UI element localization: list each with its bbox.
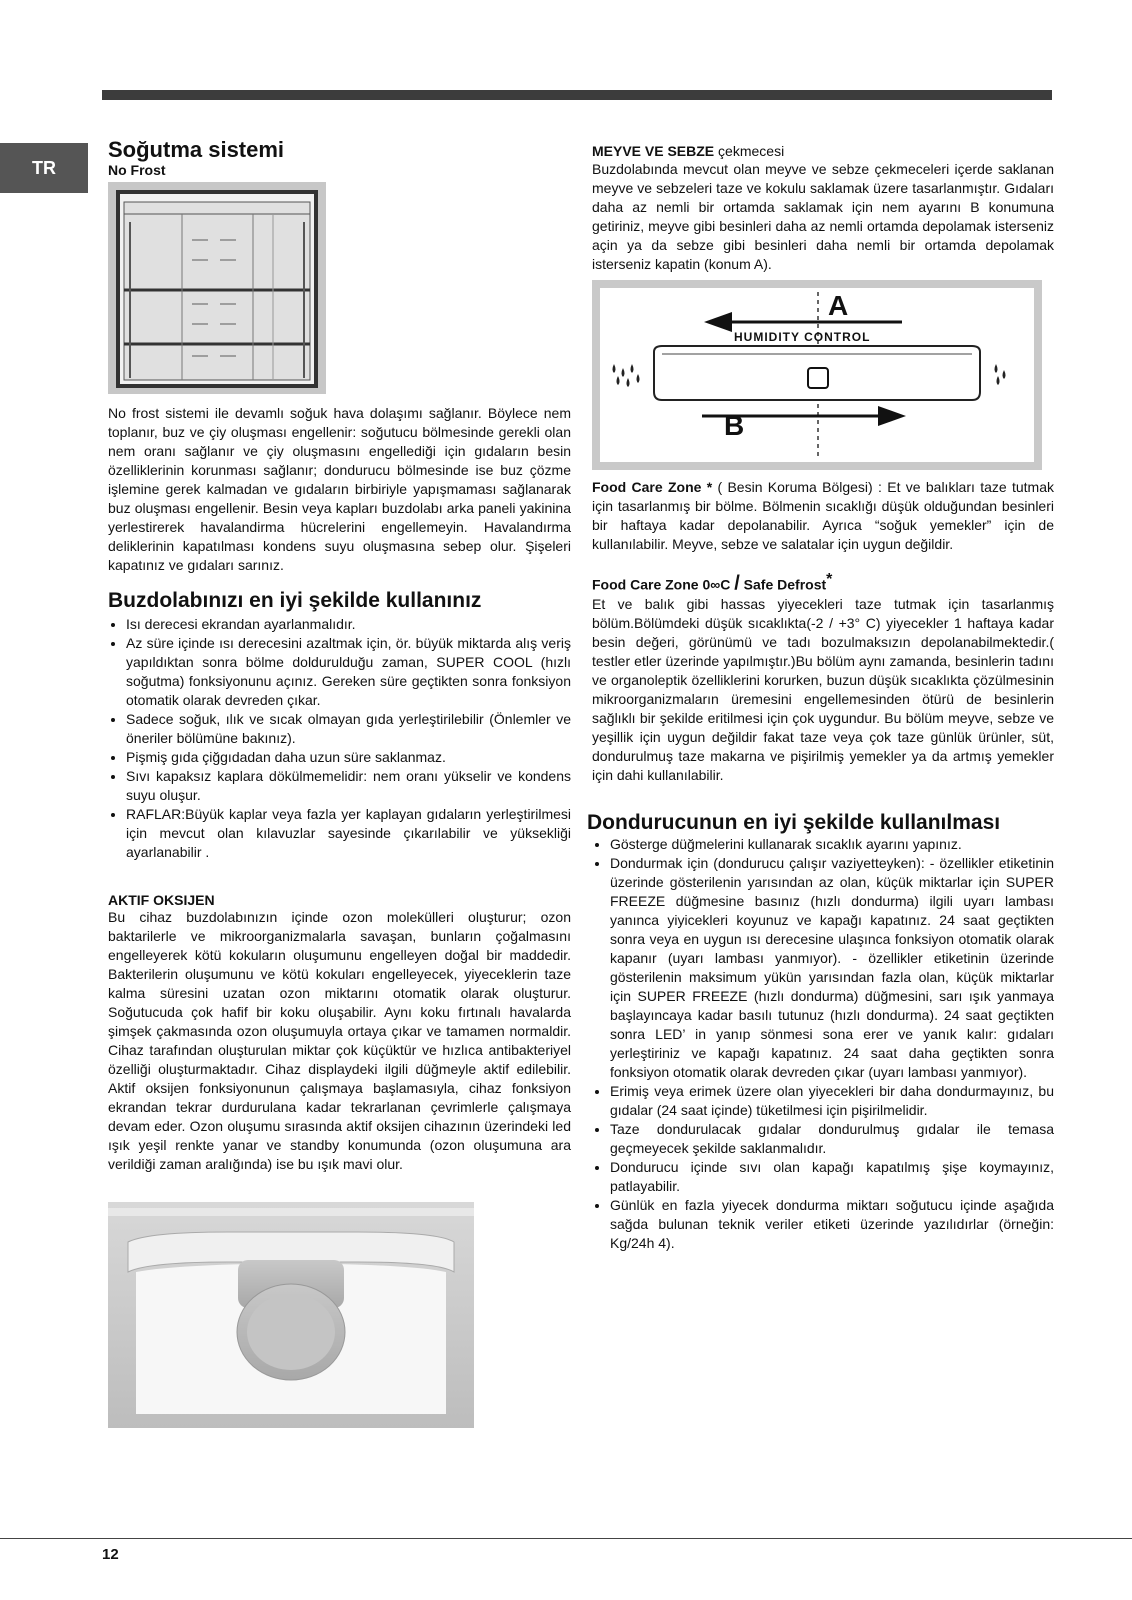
list-item: • Dondurmak için (dondurucu çalışır vaziyetteyken): - özellikler etiketinin üzerinde gösterilenin yarısından az olan, küçük miktarlar için SUPER FREEZE düğmesine basınız (hızlı dondurma) ilgili uyarı lambası yanınca yiyicekleri koyunuz ve kapağı kapatınız. 24 saat geçtikten sonra veya en uygun ısı derecesine ulaşınca fonksiyon otomatik olarak kapanır (uyarı lambası yanmıyor). - özellikler etiketinin üzerinde gösterilenin maksimum yükün yarısından fazla olan, küçük miktarlar için SUPER FREEZE (hızlı dondurma) düğmesini, sarı ışık yanmaya başlayıncaya kadar basılı tutunuz (hızlı dondurma). 24 saat geçtikten sonra LED’ in yanıp sönmesi sona erer ve yanık kalır: gıdaları yerleştiriniz ve kapağı kapatınız. 24 saat daha geçtikten sonra fonksiyon otomatik olarak devreden çıkar (uyarı lambası yanmıyor). [610,854,1054,1082]
food-care-zone-text [592,478,1054,554]
safe-defrost-title-b: Safe Defrost [739,576,827,593]
list-item: • Erimiş veya erimek üzere olan yiyecekleri bir daha dondurmayınız, bu gıdalar (24 saat içinde) tüketilmesi için pişirilmelidir. [610,1082,1054,1120]
fruit-veg-heading-bold: MEYVE VE SEBZE [592,143,715,159]
footer-rule [0,1538,1132,1539]
list-item: • Taze dondurulacak gıdalar dondurulmuş gıdalar ile temasa geçmeyecek şekilde saklanmalıdır. [610,1120,1054,1158]
list-item: • Sadece soğuk, ılık ve sıcak olmayan gıda yerleştirilebilir (Önlemler ve öneriler bölümüne bakınız). [126,710,571,748]
active-oxygen-title: AKTIF OKSIJEN [108,892,215,908]
page-number: 12 [102,1546,119,1563]
safe-defrost-heading [592,570,1054,595]
list-item: • Günlük en fazla yiyecek dondurma miktarı soğutucu içinde aşağıda sağda bulunan teknik veriler etiketi üzerinde yazılıdırlar (örneğin: Kg/24h 4). [610,1196,1054,1253]
food-care-zone-title: Food Care Zone * [592,479,713,495]
active-oxygen-photo [108,1202,474,1428]
fruit-veg-heading-rest: çekmecesi [714,143,785,159]
freezer-usage-list [592,835,1054,1253]
freezer-usage-heading: Dondurucunun en iyi şekilde kullanılması [587,810,1001,834]
list-item: • Gösterge düğmelerini kullanarak sıcaklık ayarını yapınız. [610,835,1054,854]
list-item: • Dondurucu içinde sıvı olan kapağı kapatılmış şişe koymayınız, patlayabilir. [610,1158,1054,1196]
humidity-control-label: HUMIDITY CONTROL [734,330,871,344]
list-item: • RAFLAR:Büyük kaplar veya fazla yer kaplayan gıdaların yerleştirilmesi için mevcut olan kılavuzlar sayesinde çıkarılabilir ve yüksekliği ayarlanabilir . [126,805,571,862]
active-oxygen-text: Bu cihaz buzdolabınızın içinde ozon molekülleri oluşturur; ozon baktarilerle ve mikroorganizmalarla savaşan, bunların çoğalmasını engelleyerek kötü kokuların oluşumunu engelleyen doğal bir maddedir. Bakterilerin oluşumunu ve kötü kokuları engelleyecek, yiyeceklerin taze kalma süresini uzatan ozon miktarını otomatik olarak oluşturur. Soğutucuda çok hafif bir koku oluşabilir. Aynı koku fırtınalı havalarda şimşek çakmasında ozon oluşumuyla ortaya çıkar ve tamamen normaldir. Cihaz tarafından oluşturulan miktar çok küçüktür ve hızlıca antibakteriyel özelliği oluşturmaktadır. Cihaz displaydeki ilgili düğmeyle aktif edilebilir. Aktif oksijen fonksiyonunun çalışmaya başlamasıyla, cihaz fonksiyon ekrandan tekrar durdurulana kadar tekrarlanan çevrimlerle çalışmaya devam eder. Ozon oluşumu sırasında aktif oksijen cihazının üzerindeki led ışık yeşil renkte yanar ve standby konumunda (ozon oluşumuna ara verildiği zaman aralığında) ise bu ışık mavi olur. [108,909,571,1172]
fridge-usage-heading: Buzdolabınızı en iyi şekilde kullanınız [108,589,482,612]
list-item: • Pişmiş gıda çiğgıdadan daha uzun süre saklanmaz. [126,748,571,767]
right-column [587,142,1054,1253]
humidity-control-diagram [592,280,1042,470]
section-subtitle: No Frost [108,162,166,178]
position-a-label: A [828,290,849,321]
safe-defrost-star: * [826,571,833,588]
fruit-veg-heading [592,142,1054,160]
list-item: • Sıvı kapaksız kaplara dökülmemelidir: nem oranı yükselir ve kondens suyu oluşur. [126,767,571,805]
header-bar [102,90,1052,100]
safe-defrost-slash: / [734,572,740,595]
list-item: • Isı derecesi ekrandan ayarlanmalıdır. [126,615,571,634]
no-frost-illustration [108,182,326,394]
section-title: Soğutma sistemi [108,137,285,162]
position-b-label: B [724,410,745,441]
left-column [108,138,571,1428]
fridge-usage-list [108,615,571,862]
list-item: • Az süre içinde ısı derecesini azaltmak için, ör. büyük miktarda alış veriş yapıldıktan sonra bölme doldurulduğu zaman, SUPER COOL (hızlı soğutma) fonksiyonunu açınız. Gereken süre geçtikten sonra fonksiyon otomatik olarak devreden çıkar. [126,634,571,710]
safe-defrost-title-a: Food Care Zone 0∞C [592,576,735,593]
fruit-veg-text: Buzdolabında mevcut olan meyve ve sebze çekmeceleri içerde saklanan meyve ve sebzeleri taze ve kokulu saklamak üzere tasarlanmıştır. Gıdaları daha az nemli bir ortamda saklamak için nem ayarını B konumuna getiriniz, meyve gibi besinleri daha az nemli ortamda depolamak isterseniz açin ya da sebze gibi besinleri daha nemli bir ortamda depolamak isterseniz kapatin (konum A). [592,161,1054,272]
food-care-zone-desc: ( Besin Koruma Bölgesi) : Et ve balıkları taze tutmak için tasarlanmış bir bölme. Bölmenin sıcaklığı düşük olduğundan besinleri bir haftaya kadar depolanabilir. Ayrıca “soğuk yemekler” için de kullanılabilir. Meyve, sebze ve salatalar için uygun değildir. [592,479,1054,552]
language-tab: TR [0,143,88,193]
safe-defrost-text: Et ve balık gibi hassas yiyecekleri taze tutmak için tasarlanmış bölüm.Bölümdeki düşük sıcaklıkta(-2 / +3° C) yiyecekler 1 haftaya kadar besin değeri, görünümü ve tadı bozulmaksızın depolanabilmektedir.( testler etler üzerinde yapılmıştır.)Bu bölüm aynı zamanda, besinlerin tadını ve organoleptik özelliklerini korurken, buzun düşük sıcaklıkta çözülmesinin mikroorganizmaların üremesini engellemesinden ötürü de besinlerin sağlıklı bir şekilde eritilmesi için çok uygundur. Bu bölüm meyve, sebze ve yeşillik için uygun değildir fakat taze veya çok taze günlük ürünler, süt, dondurulmuş taze makarna ve pişirilmiş yemekler ya da artmış yemekler için dahi kullanılabilir. [592,595,1054,783]
no-frost-text: No frost sistemi ile devamlı soğuk hava dolaşımı sağlanır. Böylece nem toplanır, buz ve çiy oluşması engellenir: soğutucu bölmesinde gerekli olan nem oranı sağlanır ve çiy oluşmasını engellediği için gıdaların besin özelliklerinin korunması sağlanır; dondurucu bölmesinde ise buz çözme işlemine gerek kalmadan ve gıdaların birbiriyle yapışmaması sağlanarak buz oluşması engellenir. Besin veya kapları buzdolabı arka paneli yakinina yerlestirerek havalandirma hücrelerini engellemeyin. Havalandırma deliklerinin kapatılması kondens suyu oluşmasına sebep olur. Şişeleri kapatınız ve gıdaları sarınız. [108,405,571,573]
